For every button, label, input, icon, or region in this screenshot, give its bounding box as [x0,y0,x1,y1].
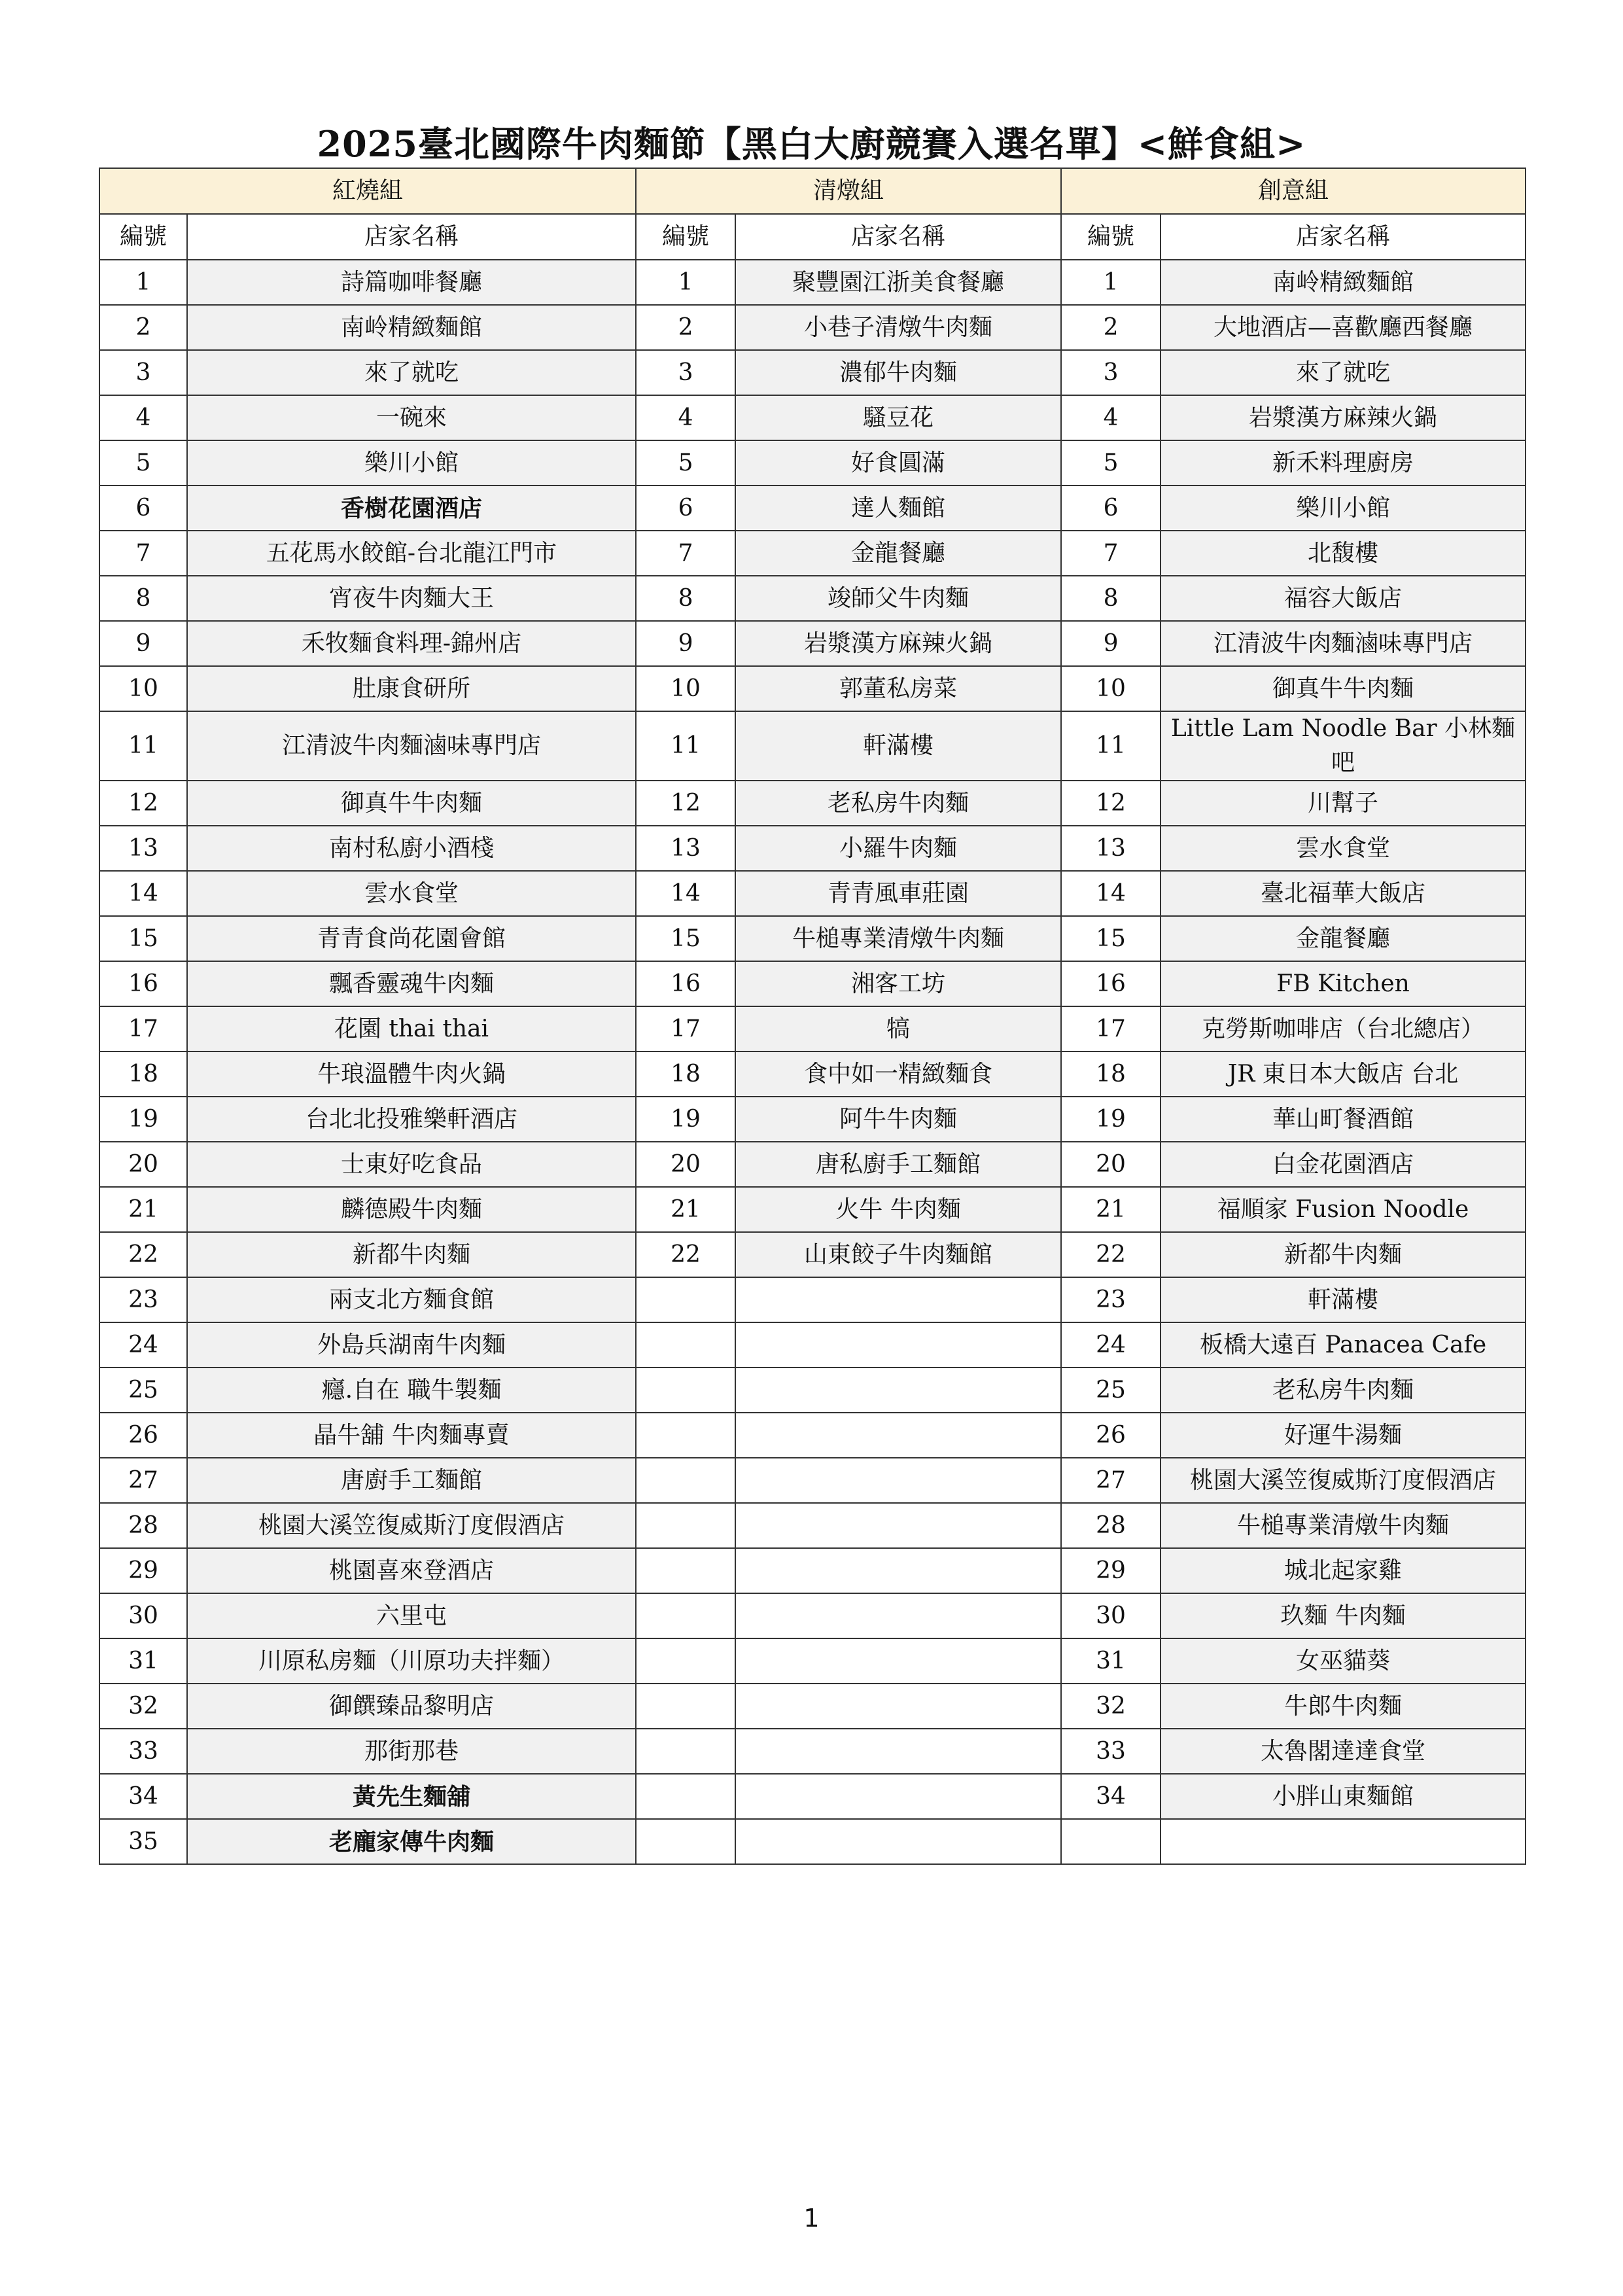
creative-entry-number: 21 [1061,1187,1161,1232]
creative-entry-name: 北馥樓 [1161,531,1526,576]
clear-broth-entry-number [636,1368,735,1413]
red-braised-entry-number: 13 [99,826,187,871]
clear-broth-entry-name: 山東餃子牛肉麵館 [735,1232,1061,1277]
clear-broth-entry-number [636,1684,735,1729]
red-braised-entry-name: 飄香靈魂牛肉麵 [187,961,636,1006]
red-braised-entry-number: 28 [99,1503,187,1548]
creative-entry-number: 3 [1061,350,1161,395]
table-row [99,1277,1526,1322]
table-row [99,621,1526,666]
table-row [99,1684,1526,1729]
table-row [99,531,1526,576]
table-row [99,781,1526,826]
creative-entry-name: 太魯閣達達食堂 [1161,1729,1526,1774]
creative-entry-name: 白金花園酒店 [1161,1142,1526,1187]
clear-broth-entry-number: 15 [636,916,735,961]
clear-broth-entry-number: 2 [636,305,735,350]
creative-entry-number: 10 [1061,666,1161,711]
clear-broth-entry-name: 軒滿樓 [735,711,1061,781]
red-braised-entry-number: 21 [99,1187,187,1232]
red-braised-entry-name: 六里屯 [187,1593,636,1638]
table-row [99,826,1526,871]
red-braised-entry-name: 御真牛牛肉麵 [187,781,636,826]
red-braised-entry-name: 麟德殿牛肉麵 [187,1187,636,1232]
red-braised-entry-number: 22 [99,1232,187,1277]
red-braised-entry-name: 一碗來 [187,395,636,440]
clear-broth-entry-name: 小巷子清燉牛肉麵 [735,305,1061,350]
clear-broth-entry-name [735,1503,1061,1548]
red-braised-entry-name: 士東好吃食品 [187,1142,636,1187]
clear-broth-entry-name [735,1413,1061,1458]
clear-broth-entry-name: 郭董私房菜 [735,666,1061,711]
table-row [99,1774,1526,1819]
red-braised-entry-name: 江清波牛肉麵滷味專門店 [187,711,636,781]
table-row [99,1458,1526,1503]
table-row [99,711,1526,781]
table-row [99,1413,1526,1458]
clear-broth-entry-number [636,1729,735,1774]
red-braised-entry-name: 那街那巷 [187,1729,636,1774]
table-row [99,1729,1526,1774]
clear-broth-entry-number: 11 [636,711,735,781]
column-header-number: 編號 [636,214,735,260]
red-braised-entry-number: 29 [99,1548,187,1593]
clear-broth-entry-number: 12 [636,781,735,826]
table-row [99,395,1526,440]
creative-entry-name: 玖麵 牛肉麵 [1161,1593,1526,1638]
clear-broth-entry-name [735,1638,1061,1684]
red-braised-entry-number: 32 [99,1684,187,1729]
table-row [99,576,1526,621]
clear-broth-entry-number: 6 [636,486,735,531]
clear-broth-entry-number [636,1819,735,1864]
table-row [99,1187,1526,1232]
creative-entry-name: 福順家 Fusion Noodle [1161,1187,1526,1232]
red-braised-entry-name: 台北北投雅樂軒酒店 [187,1097,636,1142]
red-braised-entry-number: 24 [99,1322,187,1368]
clear-broth-entry-number: 9 [636,621,735,666]
creative-entry-name: 金龍餐廳 [1161,916,1526,961]
table-row [99,1142,1526,1187]
creative-entry-number: 32 [1061,1684,1161,1729]
table-row [99,1232,1526,1277]
table-row [99,350,1526,395]
creative-entry-number: 27 [1061,1458,1161,1503]
clear-broth-entry-number: 14 [636,871,735,916]
creative-entry-name: 好運牛湯麵 [1161,1413,1526,1458]
creative-entry-number [1061,1819,1161,1864]
clear-broth-entry-number: 22 [636,1232,735,1277]
red-braised-entry-number: 34 [99,1774,187,1819]
red-braised-entry-name: 老龐家傳牛肉麵 [187,1819,636,1864]
creative-entry-number: 29 [1061,1548,1161,1593]
table-row [99,1593,1526,1638]
red-braised-entry-name: 禾牧麵食料理-錦州店 [187,621,636,666]
creative-entry-number: 6 [1061,486,1161,531]
clear-broth-entry-name [735,1819,1061,1864]
red-braised-entry-name: 牛琅溫體牛肉火鍋 [187,1051,636,1097]
clear-broth-entry-name: 火牛 牛肉麵 [735,1187,1061,1232]
red-braised-entry-number: 1 [99,260,187,305]
table-row [99,440,1526,486]
red-braised-entry-number: 17 [99,1006,187,1051]
clear-broth-entry-name: 阿牛牛肉麵 [735,1097,1061,1142]
creative-entry-number: 24 [1061,1322,1161,1368]
red-braised-entry-number: 4 [99,395,187,440]
creative-entry-number: 13 [1061,826,1161,871]
creative-entry-name: 小胖山東麵館 [1161,1774,1526,1819]
creative-entry-number: 18 [1061,1051,1161,1097]
red-braised-entry-number: 35 [99,1819,187,1864]
creative-entry-number: 34 [1061,1774,1161,1819]
creative-entry-number: 2 [1061,305,1161,350]
creative-entry-name: 新禾料理廚房 [1161,440,1526,486]
red-braised-entry-number: 18 [99,1051,187,1097]
clear-broth-entry-name [735,1277,1061,1322]
creative-entry-name: 板橋大遠百 Panacea Cafe [1161,1322,1526,1368]
clear-broth-entry-name [735,1593,1061,1638]
table-row [99,961,1526,1006]
red-braised-entry-name: 肚康食研所 [187,666,636,711]
page-number: 1 [803,2204,820,2233]
red-braised-entry-number: 26 [99,1413,187,1458]
clear-broth-entry-name: 湘客工坊 [735,961,1061,1006]
creative-entry-name: 御真牛牛肉麵 [1161,666,1526,711]
red-braised-entry-name: 南村私廚小酒棧 [187,826,636,871]
creative-entry-number: 30 [1061,1593,1161,1638]
creative-entry-name: 樂川小館 [1161,486,1526,531]
clear-broth-entry-number: 7 [636,531,735,576]
creative-entry-number: 20 [1061,1142,1161,1187]
table-row [99,1368,1526,1413]
red-braised-entry-name: 詩篇咖啡餐廳 [187,260,636,305]
creative-entry-number: 14 [1061,871,1161,916]
red-braised-entry-number: 3 [99,350,187,395]
creative-entry-name: 南岭精緻麵館 [1161,260,1526,305]
red-braised-entry-name: 兩支北方麵食館 [187,1277,636,1322]
table-row [99,1097,1526,1142]
red-braised-entry-name: 晶牛舖 牛肉麵專賣 [187,1413,636,1458]
red-braised-entry-name: 御饌臻品黎明店 [187,1684,636,1729]
creative-entry-number: 23 [1061,1277,1161,1322]
clear-broth-entry-name [735,1368,1061,1413]
creative-entry-number: 9 [1061,621,1161,666]
clear-broth-entry-number [636,1638,735,1684]
creative-entry-name: 臺北福華大飯店 [1161,871,1526,916]
red-braised-entry-number: 12 [99,781,187,826]
clear-broth-entry-number: 3 [636,350,735,395]
clear-broth-entry-number: 5 [636,440,735,486]
red-braised-entry-name: 五花馬水餃館-台北龍江門市 [187,531,636,576]
clear-broth-entry-number: 18 [636,1051,735,1097]
clear-broth-entry-name [735,1548,1061,1593]
red-braised-entry-number: 16 [99,961,187,1006]
clear-broth-entry-number: 10 [636,666,735,711]
creative-entry-name: 軒滿樓 [1161,1277,1526,1322]
clear-broth-entry-number: 16 [636,961,735,1006]
creative-entry-number: 12 [1061,781,1161,826]
creative-entry-number: 5 [1061,440,1161,486]
creative-entry-number: 8 [1061,576,1161,621]
column-header-name: 店家名稱 [1161,214,1526,260]
group-creative: 創意組 [1061,168,1526,214]
creative-entry-number: 31 [1061,1638,1161,1684]
clear-broth-entry-name: 青青風車莊園 [735,871,1061,916]
creative-entry-number: 17 [1061,1006,1161,1051]
creative-entry-name: 江清波牛肉麵滷味專門店 [1161,621,1526,666]
table-row [99,1051,1526,1097]
clear-broth-entry-number [636,1413,735,1458]
creative-entry-number: 11 [1061,711,1161,781]
table-row [99,1638,1526,1684]
red-braised-entry-number: 25 [99,1368,187,1413]
red-braised-entry-number: 2 [99,305,187,350]
table-row [99,305,1526,350]
clear-broth-entry-name: 達人麵館 [735,486,1061,531]
creative-entry-number: 33 [1061,1729,1161,1774]
clear-broth-entry-name: 牛槌專業清燉牛肉麵 [735,916,1061,961]
clear-broth-entry-number: 19 [636,1097,735,1142]
creative-entry-name: 新都牛肉麵 [1161,1232,1526,1277]
clear-broth-entry-name: 岩漿漢方麻辣火鍋 [735,621,1061,666]
red-braised-entry-number: 20 [99,1142,187,1187]
group-red-braised: 紅燒組 [99,168,636,214]
creative-entry-number: 26 [1061,1413,1161,1458]
creative-entry-name: 雲水食堂 [1161,826,1526,871]
red-braised-entry-number: 10 [99,666,187,711]
clear-broth-entry-name: 唐私廚手工麵館 [735,1142,1061,1187]
clear-broth-entry-number: 4 [636,395,735,440]
creative-entry-name: 女巫貓葵 [1161,1638,1526,1684]
clear-broth-entry-name [735,1774,1061,1819]
creative-entry-name: 岩漿漢方麻辣火鍋 [1161,395,1526,440]
creative-entry-number: 1 [1061,260,1161,305]
clear-broth-entry-name: 食中如一精緻麵食 [735,1051,1061,1097]
red-braised-entry-name: 桃園大溪笠復威斯汀度假酒店 [187,1503,636,1548]
red-braised-entry-name: 黃先生麵舖 [187,1774,636,1819]
creative-entry-number: 19 [1061,1097,1161,1142]
creative-entry-name: 大地酒店—喜歡廳西餐廳 [1161,305,1526,350]
table-row [99,1819,1526,1864]
red-braised-entry-number: 19 [99,1097,187,1142]
table-row [99,1322,1526,1368]
red-braised-entry-number: 15 [99,916,187,961]
creative-entry-name: 來了就吃 [1161,350,1526,395]
creative-entry-number: 25 [1061,1368,1161,1413]
creative-entry-name: FB Kitchen [1161,961,1526,1006]
red-braised-entry-number: 11 [99,711,187,781]
red-braised-entry-name: 癮.自在 職牛製麵 [187,1368,636,1413]
clear-broth-entry-number: 17 [636,1006,735,1051]
clear-broth-entry-number [636,1774,735,1819]
red-braised-entry-number: 6 [99,486,187,531]
creative-entry-name: 牛郎牛肉麵 [1161,1684,1526,1729]
group-clear-broth: 清燉組 [636,168,1061,214]
creative-entry-name: 牛槌專業清燉牛肉麵 [1161,1503,1526,1548]
clear-broth-entry-name: 好食圓滿 [735,440,1061,486]
column-header-name: 店家名稱 [735,214,1061,260]
clear-broth-entry-number [636,1593,735,1638]
creative-entry-number: 15 [1061,916,1161,961]
creative-entry-name: 城北起家雞 [1161,1548,1526,1593]
clear-broth-entry-name [735,1729,1061,1774]
table-row [99,1548,1526,1593]
red-braised-entry-name: 外島兵湖南牛肉麵 [187,1322,636,1368]
column-header-row [99,214,1526,260]
clear-broth-entry-name: 金龍餐廳 [735,531,1061,576]
clear-broth-entry-name: 騷豆花 [735,395,1061,440]
table-row [99,260,1526,305]
creative-entry-number: 28 [1061,1503,1161,1548]
red-braised-entry-number: 23 [99,1277,187,1322]
red-braised-entry-number: 33 [99,1729,187,1774]
clear-broth-entry-number: 13 [636,826,735,871]
clear-broth-entry-number: 21 [636,1187,735,1232]
creative-entry-name: 老私房牛肉麵 [1161,1368,1526,1413]
red-braised-entry-number: 27 [99,1458,187,1503]
table-row [99,1503,1526,1548]
red-braised-entry-number: 9 [99,621,187,666]
red-braised-entry-name: 宵夜牛肉麵大王 [187,576,636,621]
red-braised-entry-name: 青青食尚花園會館 [187,916,636,961]
red-braised-entry-number: 5 [99,440,187,486]
creative-entry-number: 22 [1061,1232,1161,1277]
table-row [99,486,1526,531]
clear-broth-entry-number [636,1458,735,1503]
red-braised-entry-name: 新都牛肉麵 [187,1232,636,1277]
creative-entry-name: 克勞斯咖啡店（台北總店） [1161,1006,1526,1051]
clear-broth-entry-number [636,1322,735,1368]
finalist-table [99,168,1526,1865]
red-braised-entry-number: 7 [99,531,187,576]
group-header-row [99,168,1526,214]
table-row [99,916,1526,961]
red-braised-entry-number: 30 [99,1593,187,1638]
creative-entry-name: 福容大飯店 [1161,576,1526,621]
column-header-number: 編號 [1061,214,1161,260]
red-braised-entry-name: 香樹花園酒店 [187,486,636,531]
clear-broth-entry-number: 20 [636,1142,735,1187]
creative-entry-name: 華山町餐酒館 [1161,1097,1526,1142]
clear-broth-entry-name: 犒 [735,1006,1061,1051]
clear-broth-entry-name: 濃郁牛肉麵 [735,350,1061,395]
creative-entry-name: 川幫子 [1161,781,1526,826]
red-braised-entry-name: 唐廚手工麵館 [187,1458,636,1503]
red-braised-entry-name: 花園 thai thai [187,1006,636,1051]
creative-entry-number: 7 [1061,531,1161,576]
clear-broth-entry-name: 聚豐園江浙美食餐廳 [735,260,1061,305]
clear-broth-entry-number [636,1503,735,1548]
table-row [99,666,1526,711]
creative-entry-name: 桃園大溪笠復威斯汀度假酒店 [1161,1458,1526,1503]
clear-broth-entry-name [735,1458,1061,1503]
clear-broth-entry-name [735,1322,1061,1368]
red-braised-entry-name: 桃園喜來登酒店 [187,1548,636,1593]
document-title: 2025臺北國際牛肉麵節【黑白大廚競賽入選名單】<鮮食組> [317,123,1306,165]
clear-broth-entry-name: 老私房牛肉麵 [735,781,1061,826]
red-braised-entry-name: 雲水食堂 [187,871,636,916]
red-braised-entry-name: 樂川小館 [187,440,636,486]
red-braised-entry-name: 川原私房麵（川原功夫拌麵） [187,1638,636,1684]
red-braised-entry-number: 14 [99,871,187,916]
creative-entry-name: JR 東日本大飯店 台北 [1161,1051,1526,1097]
column-header-name: 店家名稱 [187,214,636,260]
creative-entry-name [1161,1819,1526,1864]
red-braised-entry-number: 8 [99,576,187,621]
red-braised-entry-number: 31 [99,1638,187,1684]
clear-broth-entry-number: 1 [636,260,735,305]
clear-broth-entry-name: 竣師父牛肉麵 [735,576,1061,621]
clear-broth-entry-number [636,1548,735,1593]
clear-broth-entry-number [636,1277,735,1322]
creative-entry-number: 4 [1061,395,1161,440]
column-header-number: 編號 [99,214,187,260]
table-row [99,1006,1526,1051]
clear-broth-entry-name: 小羅牛肉麵 [735,826,1061,871]
red-braised-entry-name: 南岭精緻麵館 [187,305,636,350]
creative-entry-name: Little Lam Noodle Bar 小林麵吧 [1161,711,1526,781]
clear-broth-entry-number: 8 [636,576,735,621]
table-row [99,871,1526,916]
creative-entry-number: 16 [1061,961,1161,1006]
clear-broth-entry-name [735,1684,1061,1729]
red-braised-entry-name: 來了就吃 [187,350,636,395]
